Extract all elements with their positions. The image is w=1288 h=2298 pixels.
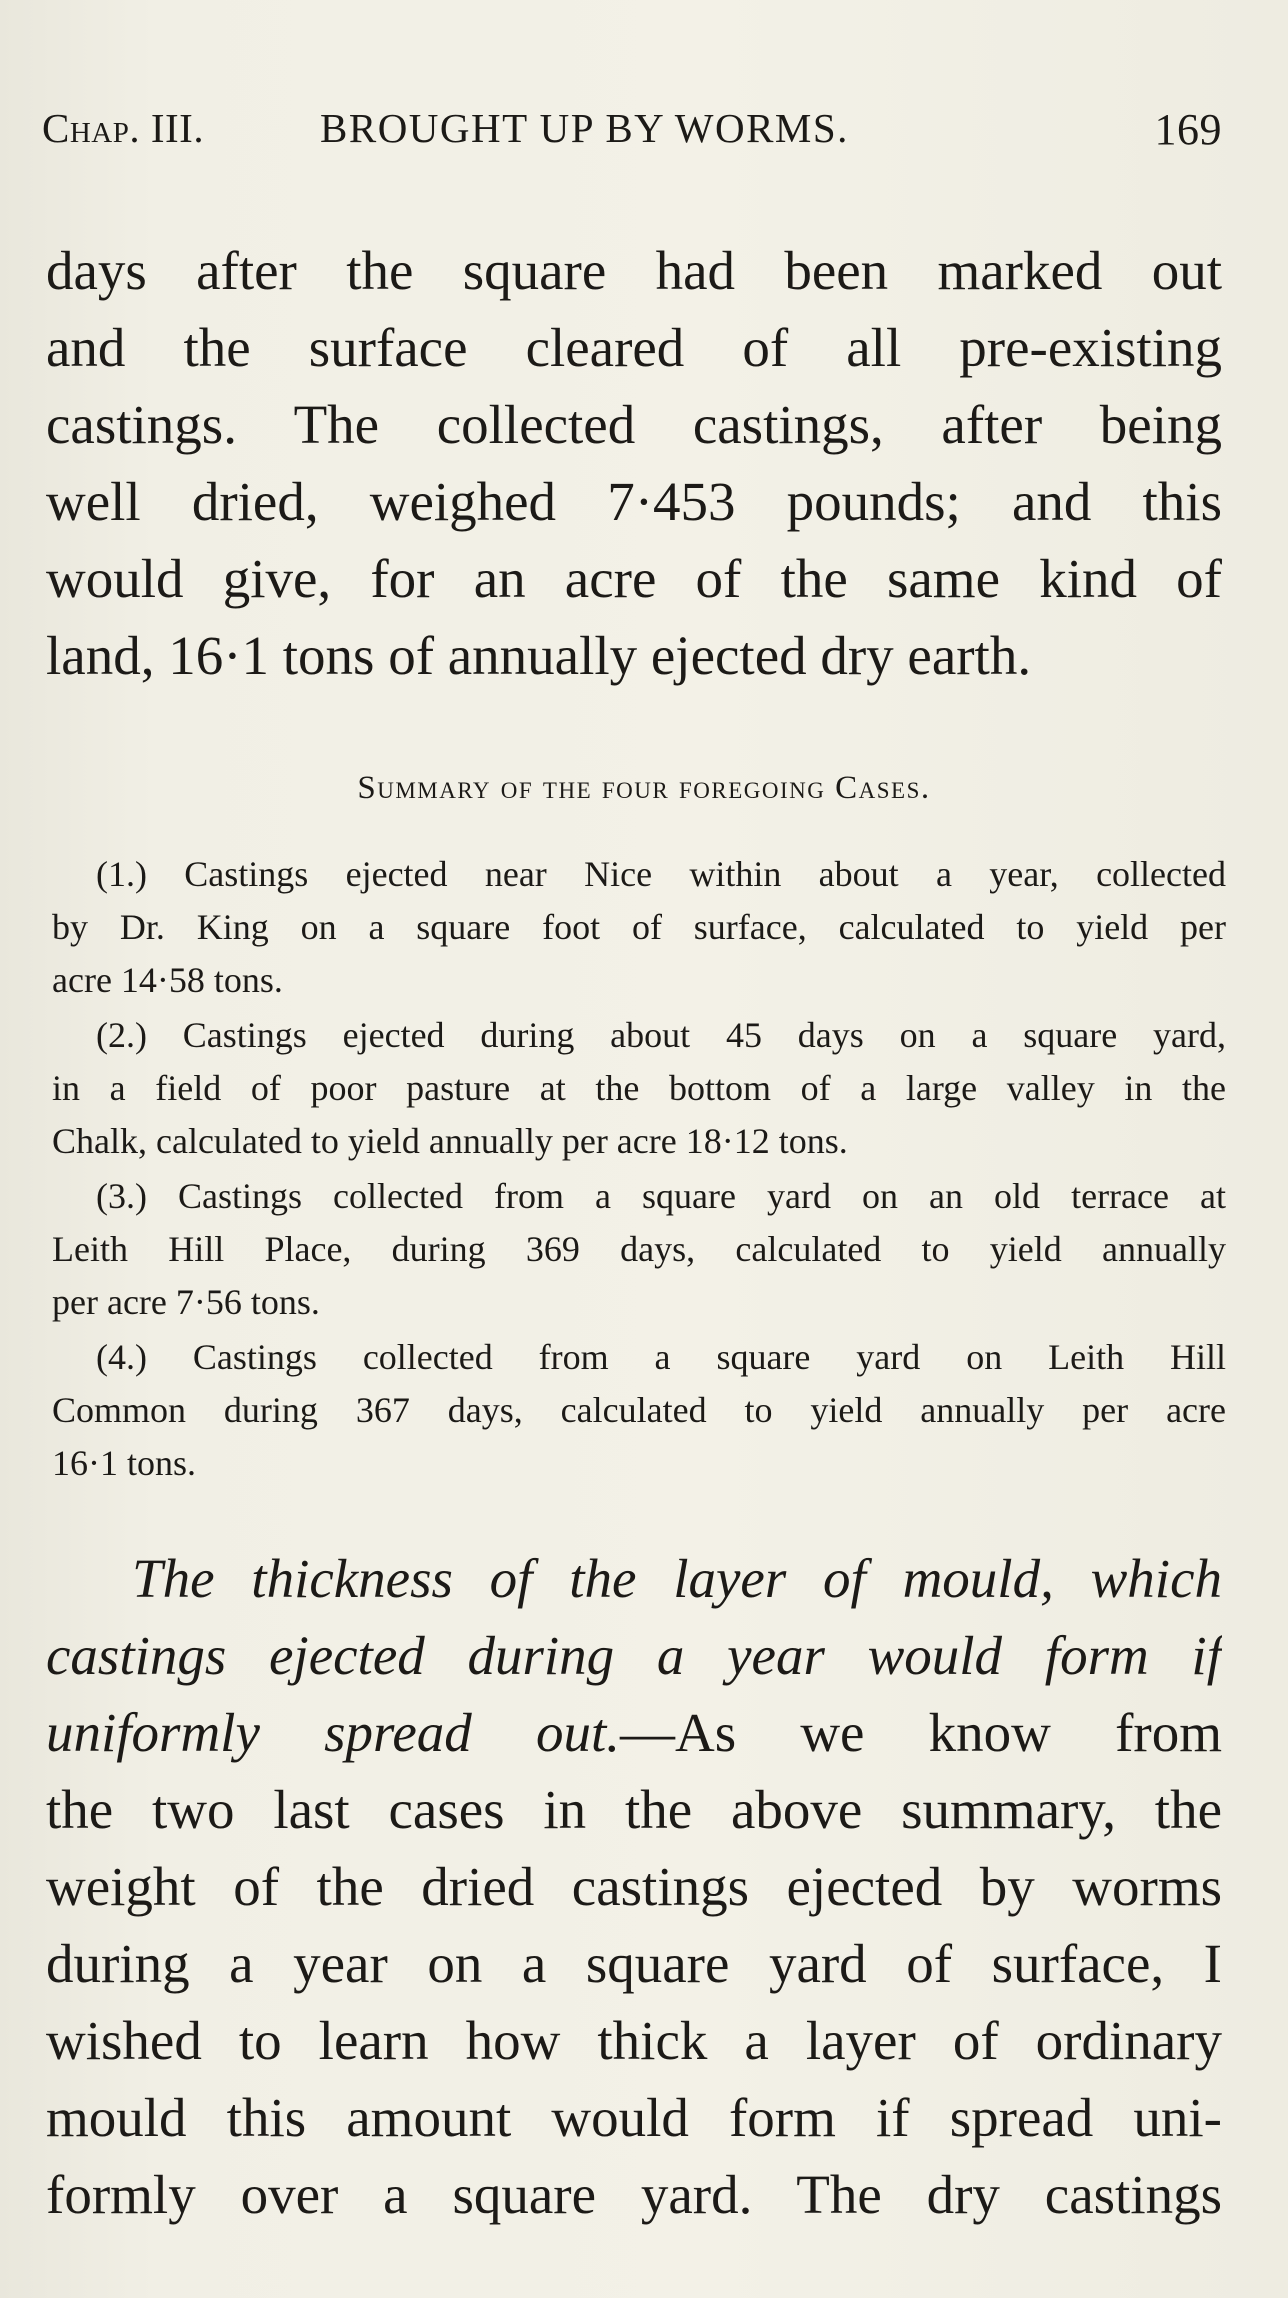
text-line: days after the square had been marked out [46, 240, 1222, 301]
text-line: would give, for an acre of the same kind of [46, 548, 1222, 609]
text-line: (1.) Castings ejected near Nice within about a year, collected [96, 854, 1226, 894]
chapter-label: Chap. III. [42, 105, 205, 151]
text-line: per acre 7·56 tons. [52, 1282, 320, 1322]
text-line: land, 16·1 tons of annually ejected dry earth. [46, 625, 1032, 686]
text-line: (4.) Castings collected from a square yard on Leith Hill [96, 1337, 1226, 1377]
section-heading-text: The thickness of the layer of mould, which [132, 1548, 1222, 1609]
text-line: during a year on a square yard of surface, I [46, 1933, 1222, 1994]
section-heading-text: uniformly spread out. [46, 1702, 620, 1763]
text-line: well dried, weighed 7·453 pounds; and this [46, 471, 1222, 532]
italic-heading-line [46, 1540, 1222, 1617]
text-line: acre 14·58 tons. [52, 960, 283, 1000]
text-line: and the surface cleared of all pre-existing [46, 317, 1222, 378]
paragraph-1 [46, 232, 1222, 694]
summary-item-4 [52, 1331, 1226, 1490]
text-line: (3.) Castings collected from a square yard on an old terrace at [96, 1176, 1226, 1216]
summary-item-3 [52, 1170, 1226, 1329]
running-head [42, 104, 1222, 164]
summary-item-1 [52, 848, 1226, 1007]
text-line: formly over a square yard. The dry castings [46, 2164, 1222, 2225]
text-line: Common during 367 days, calculated to yield annually per acre [52, 1390, 1226, 1430]
mixed-line [46, 1694, 1222, 1771]
text-line: by Dr. King on a square foot of surface, calculated to yield per [52, 907, 1226, 947]
page-number: 169 [1154, 105, 1222, 154]
section-heading-text: castings ejected during a year would form if [46, 1625, 1222, 1686]
body-text-run: —As we know from [620, 1702, 1222, 1763]
text-line: castings. The collected castings, after being [46, 394, 1222, 455]
text-line: wished to learn how thick a layer of ordinary [46, 2010, 1222, 2071]
text-line: weight of the dried castings ejected by worms [46, 1856, 1222, 1917]
summary-heading: Summary of the four foregoing Cases. [357, 770, 931, 806]
italic-heading-line [46, 1617, 1222, 1694]
text-line: the two last cases in the above summary, the [46, 1779, 1222, 1840]
chapter-title: BROUGHT UP BY WORMS. [320, 105, 849, 151]
paragraph-2 [46, 1540, 1222, 2233]
text-line: mould this amount would form if spread uni- [46, 2087, 1222, 2148]
text-line: in a field of poor pasture at the bottom of a large valley in the [52, 1068, 1226, 1108]
summary-list [52, 848, 1226, 1492]
summary-item-2 [52, 1009, 1226, 1168]
text-line: Leith Hill Place, during 369 days, calculated to yield annually [52, 1229, 1226, 1269]
text-line: Chalk, calculated to yield annually per acre 18·12 tons. [52, 1121, 848, 1161]
text-line: (2.) Castings ejected during about 45 days on a square yard, [96, 1015, 1226, 1055]
text-line: 16·1 tons. [52, 1443, 196, 1483]
